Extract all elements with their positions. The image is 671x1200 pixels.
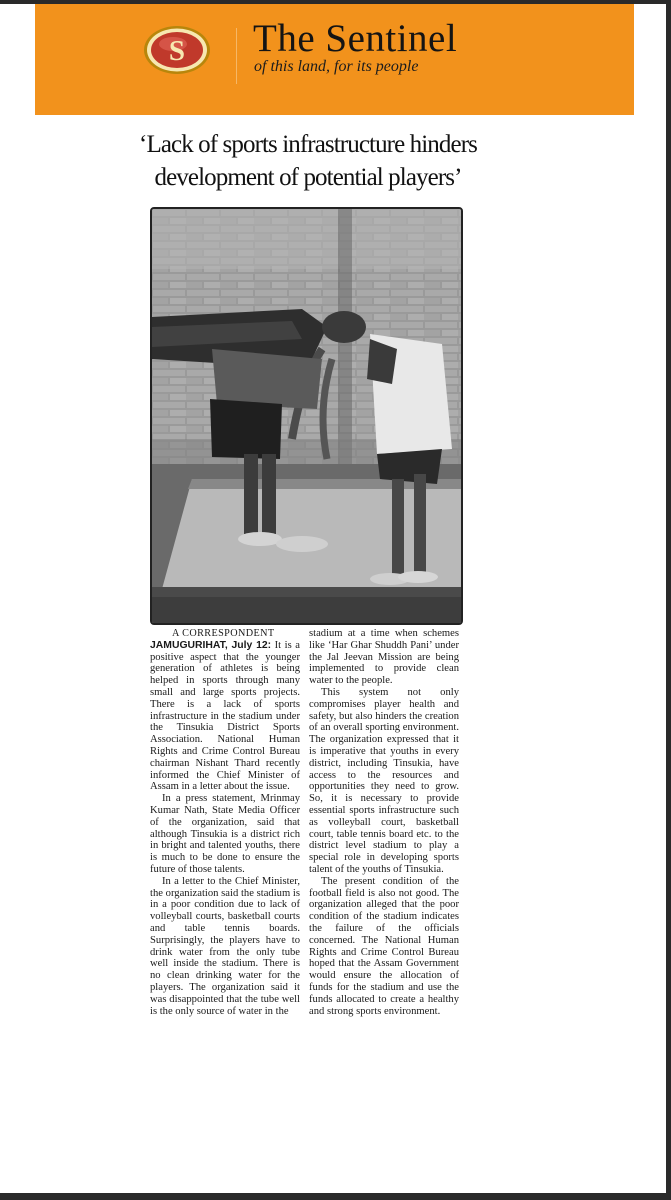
headline-line-2: development of potential players’ xyxy=(154,164,462,191)
logo-letter: S xyxy=(168,35,186,67)
bottom-frame-bar xyxy=(0,1193,671,1200)
photo-illustration xyxy=(152,209,463,625)
masthead-divider xyxy=(236,28,237,84)
article-column-1 xyxy=(150,628,300,1017)
newspaper-tagline: of this land, for its people xyxy=(254,58,419,75)
article-dateline: JAMUGURIHAT, July 12: xyxy=(150,639,272,651)
newspaper-name: The Sentinel xyxy=(253,17,458,60)
article-paragraph: stadium at a time when schemes like ‘Har Ghar Shuddh Pani’ under the Jal Jeevan Mission are being implemented to provide clean water to the people. xyxy=(309,628,459,687)
article-paragraph: In a press statement, Mrinmay Kumar Nath, State Media Officer of the organization, said that although Tinsukia is a district rich in bright and talented youths, there is much to be done to ensure the future of those talents. xyxy=(150,793,300,875)
article-paragraph-text: It is a positive aspect that the younger generation of athletes is being helped in sports through many small and large sports projects. There is a lack of sports infrastructure in the stadium under the Tinsukia District Sports Association. National Human Rights and Crime Control Bureau chairman Nishant Thard recently informed the Chief Minister of Assam in a letter about the issue. xyxy=(150,639,300,793)
article-paragraph: In a letter to the Chief Minister, the organization said the stadium is in a poor condition due to lack of volleyball courts, basketball courts and table tennis boards. Surprisingly, the players have to drink water from the only tube well inside the stadium. There is no clean drinking water for the players. The organization said it was disappointed that the tube well is the only source of water in the xyxy=(150,875,300,1017)
article-photo xyxy=(150,207,463,625)
masthead xyxy=(35,4,634,115)
article-column-2 xyxy=(309,628,459,1017)
article-byline: A CORRESPONDENT xyxy=(172,628,275,639)
article-paragraph: The present condition of the football field is also not good. The organization alleged that the poor condition of the stadium indicates the failure of the officials concerned. The National Human Rights and Crime Control Bureau hoped that the Assam Government would ensure the allocation of funds for the stadium and use the funds allocated to create a healthy and strong sports environment. xyxy=(309,875,459,1017)
article-paragraph xyxy=(150,640,300,793)
sentinel-logo-icon xyxy=(143,24,211,76)
article-headline xyxy=(138,128,478,194)
article-paragraph: This system not only compromises player health and safety, but also hinders the creation of an overall sporting environment. The organization expressed that it is imperative that youths in every district, including Tinsukia, have access to the resources and opportunities they need to grow. So, it is necessary to provide essential sports infrastructure such as volleyball court, basketball court, table tennis board etc. to the district level stadium to play a special role in developing sports talent of the youths of Tinsukia. xyxy=(309,686,459,875)
right-frame-edge xyxy=(666,0,671,1200)
headline-line-1: ‘Lack of sports infrastructure hinders xyxy=(139,131,477,158)
